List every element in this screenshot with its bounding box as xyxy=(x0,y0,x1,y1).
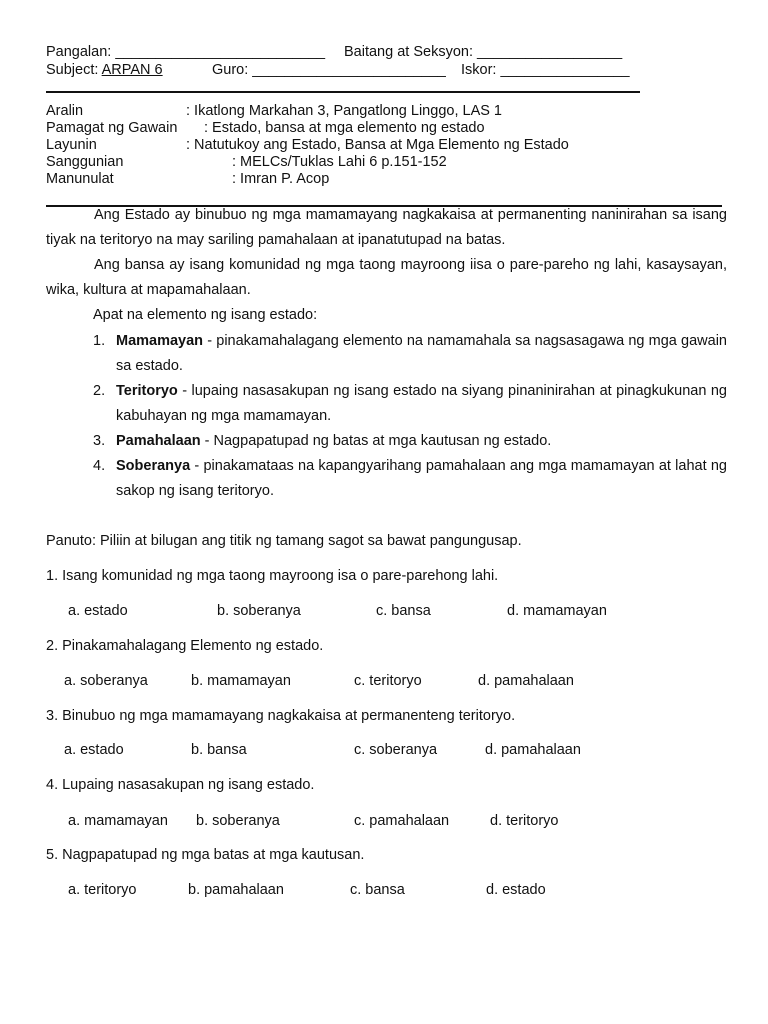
question-text: 4. Lupaing nasasakupan ng isang estado. xyxy=(46,777,315,793)
element-term: Mamamayan xyxy=(116,333,204,349)
meta-sanggunian-label: Sanggunian xyxy=(46,154,124,170)
subject-label: Subject: xyxy=(46,62,99,78)
choice-a[interactable]: a. soberanya xyxy=(64,673,148,689)
paragraph-bansa: Ang bansa ay isang komunidad ng mga taong mayroong iisa o pare-pareho ng lahi, kasaysayan, wika, kultura at mapamahalaan. xyxy=(46,257,727,298)
choice-d[interactable]: d. pamahalaan xyxy=(478,673,574,689)
teacher-blank[interactable]: ________________________ xyxy=(252,62,446,78)
meta-pamagat-value: : Estado, bansa at mga elemento ng estado xyxy=(204,120,485,136)
teacher-label: Guro: xyxy=(212,62,249,78)
choice-d[interactable]: d. mamamayan xyxy=(507,603,607,619)
meta-layunin-label: Layunin xyxy=(46,137,97,153)
choice-c[interactable]: c. pamahalaan xyxy=(354,813,450,829)
meta-aralin-label: Aralin xyxy=(46,103,84,119)
choice-c[interactable]: c. teritoryo xyxy=(354,673,422,689)
meta-aralin-value: : Ikatlong Markahan 3, Pangatlong Linggo, LAS 1 xyxy=(186,103,502,119)
paragraph-estado: Ang Estado ay binubuo ng mga mamamayang nagkakaisa at permanenting naninirahan sa isang tiyak na teritoryo na may sariling pamahalaan at ipanatutupad na batas. xyxy=(46,207,727,248)
meta-layunin-value: : Natutukoy ang Estado, Bansa at Mga Elemento ng Estado xyxy=(186,137,569,153)
name-label: Pangalan: xyxy=(46,44,112,60)
choice-c[interactable]: c. bansa xyxy=(376,603,431,619)
element-desc: - Nagpapatupad ng batas at mga kautusan ng estado. xyxy=(200,433,552,449)
choice-a[interactable]: a. teritoryo xyxy=(68,882,137,898)
section-label: Baitang at Seksyon: xyxy=(344,44,473,60)
element-desc: - lupaing nasasakupan ng isang estado na siyang pinaninirahan at pinagkukunan ng kabuhayan ng mga mamamayan. xyxy=(116,383,727,424)
question-text: 1. Isang komunidad ng mga taong mayroong isa o pare-parehong lahi. xyxy=(46,568,499,584)
score-row xyxy=(461,62,630,79)
element-item xyxy=(93,329,727,379)
quiz-instructions: Panuto: Piliin at bilugan ang titik ng tamang sagot sa bawat pangungusap. xyxy=(46,533,522,549)
element-number: 3. xyxy=(93,433,106,449)
subject-value: ARPAN 6 xyxy=(101,62,163,78)
choice-a[interactable]: a. mamamayan xyxy=(68,813,168,829)
meta-manunulat-label: Manunulat xyxy=(46,171,114,187)
choice-d[interactable]: d. estado xyxy=(486,882,546,898)
elements-intro: Apat na elemento ng isang estado: xyxy=(93,307,318,323)
question-text: 2. Pinakamahalagang Elemento ng estado. xyxy=(46,638,324,654)
score-label: Iskor: xyxy=(461,62,497,78)
choice-b[interactable]: b. mamamayan xyxy=(191,673,291,689)
header-divider xyxy=(46,91,640,93)
name-row xyxy=(46,44,325,61)
element-desc: - pinakamataas na kapangyarihang pamahalaan ang mga mamamayan at lahat ng sakop ng isang teritoryo. xyxy=(116,458,727,499)
section-blank[interactable]: __________________ xyxy=(477,44,623,60)
meta-manunulat-value: : Imran P. Acop xyxy=(232,171,330,187)
choice-a[interactable]: a. estado xyxy=(64,742,124,758)
choice-a[interactable]: a. estado xyxy=(68,603,128,619)
choice-b[interactable]: b. pamahalaan xyxy=(188,882,284,898)
element-term: Pamahalaan xyxy=(116,433,201,449)
element-number: 4. xyxy=(93,458,106,474)
question-text: 3. Binubuo ng mga mamamayang nagkakaisa at permanenteng teritoryo. xyxy=(46,708,516,724)
choice-b[interactable]: b. soberanya xyxy=(196,813,280,829)
element-term: Teritoryo xyxy=(116,383,178,399)
meta-sanggunian-value: : MELCs/Tuklas Lahi 6 p.151-152 xyxy=(232,154,447,170)
element-number: 1. xyxy=(93,333,106,349)
name-blank[interactable]: __________________________ xyxy=(115,44,326,60)
choice-b[interactable]: b. bansa xyxy=(191,742,247,758)
question-text: 5. Nagpapatupad ng mga batas at mga kautusan. xyxy=(46,847,365,863)
section-row xyxy=(344,44,622,61)
choice-c[interactable]: c. bansa xyxy=(350,882,405,898)
choice-c[interactable]: c. soberanya xyxy=(354,742,438,758)
element-item xyxy=(93,454,727,504)
teacher-row xyxy=(212,62,446,79)
choice-b[interactable]: b. soberanya xyxy=(217,603,301,619)
element-desc: - pinakamahalagang elemento na namamahala sa nagsasagawa ng mga gawain sa estado. xyxy=(116,333,727,374)
score-blank[interactable]: ________________ xyxy=(500,62,630,78)
element-number: 2. xyxy=(93,383,106,399)
choice-d[interactable]: d. pamahalaan xyxy=(485,742,581,758)
choice-d[interactable]: d. teritoryo xyxy=(490,813,559,829)
element-term: Soberanya xyxy=(116,458,191,474)
element-item xyxy=(93,429,727,454)
subject-row xyxy=(46,62,163,79)
element-item xyxy=(93,379,727,429)
meta-pamagat-label: Pamagat ng Gawain xyxy=(46,120,178,136)
